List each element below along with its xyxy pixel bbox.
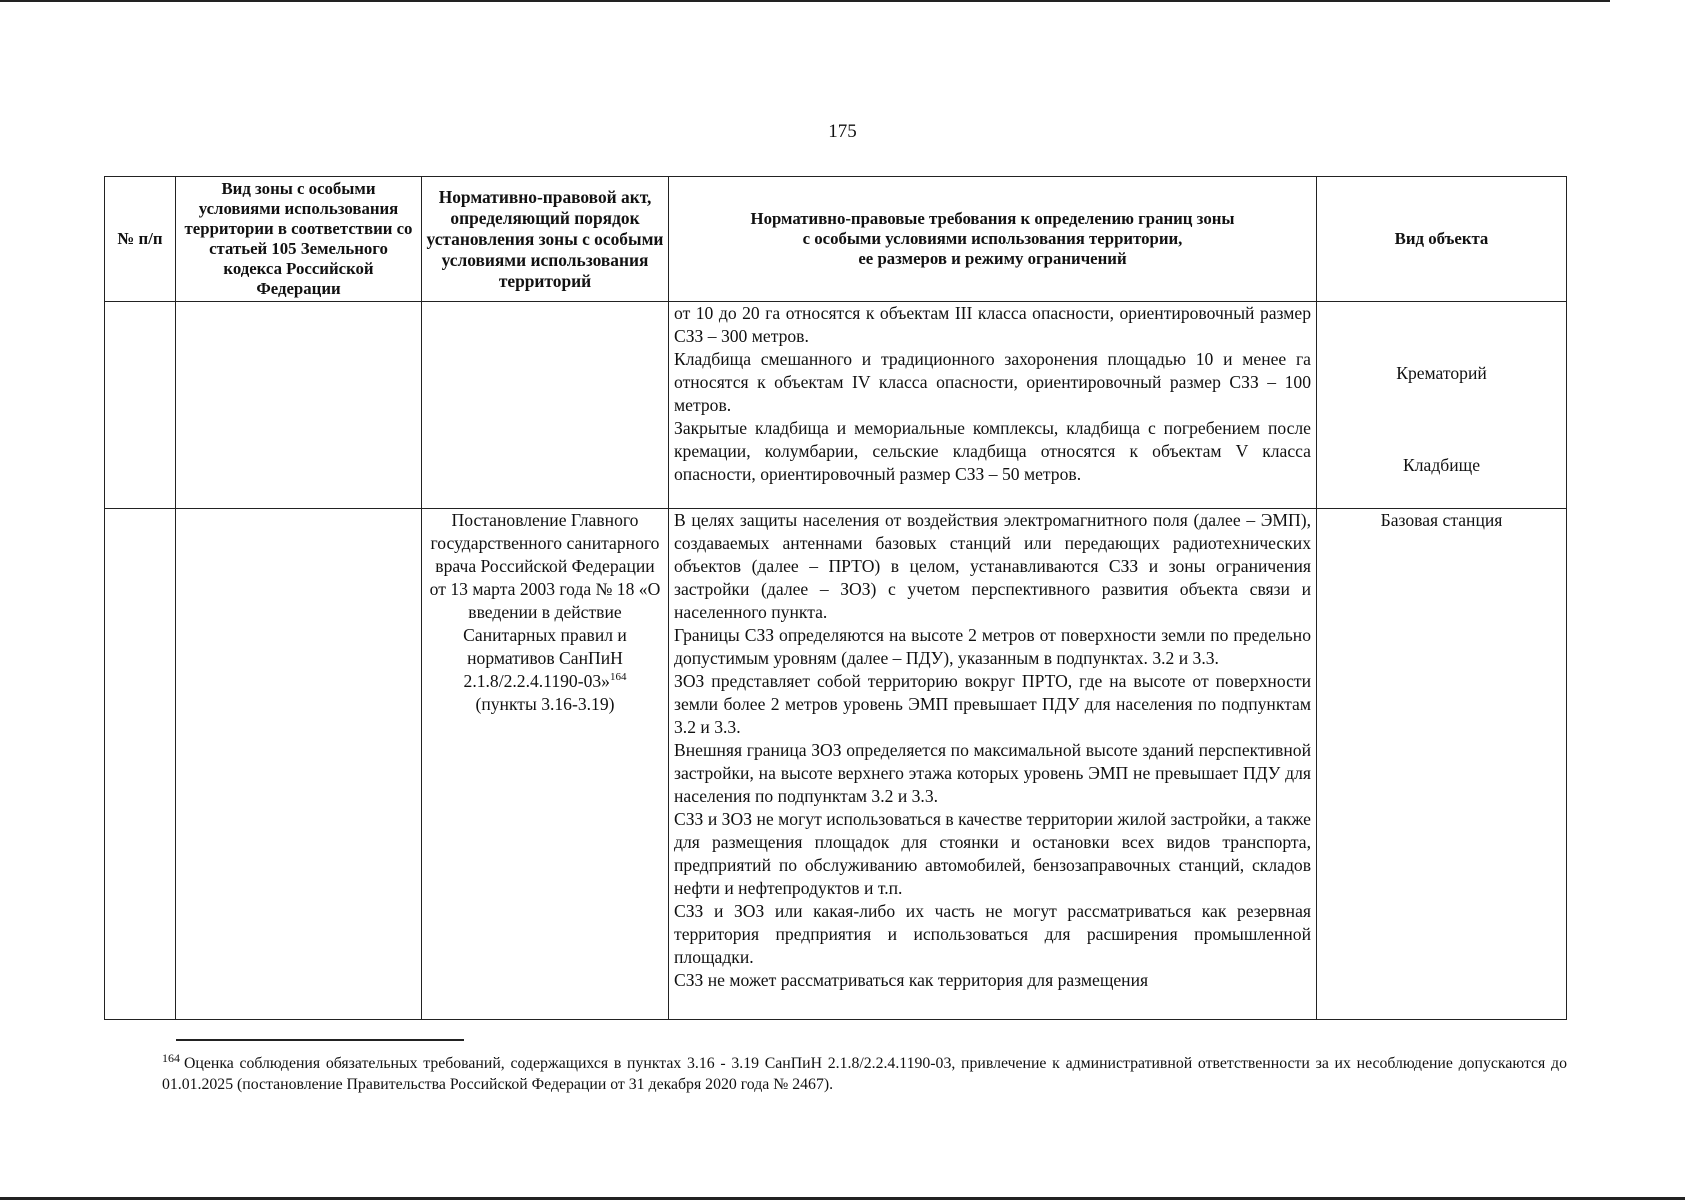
cell-legal-act bbox=[422, 302, 669, 509]
footnote bbox=[162, 1050, 1567, 1095]
header-zone-type: Вид зоны с особыми условиями использования территории в соответствии со статьей 105 Земельного кодекса Российской Федерации bbox=[176, 177, 422, 302]
table-row bbox=[105, 509, 1567, 1020]
header-requirements-line3: ее размеров и режиму ограничений bbox=[858, 249, 1127, 268]
regulation-table bbox=[104, 176, 1567, 1020]
table-header-row bbox=[105, 177, 1567, 302]
legal-act-points: (пункты 3.16-3.19) bbox=[475, 694, 615, 714]
requirement-paragraph: СЗЗ не может рассматриваться как территория для размещения bbox=[674, 970, 1149, 990]
footnote-number: 164 bbox=[162, 1050, 180, 1065]
header-requirements bbox=[669, 177, 1317, 302]
footnote-ref: 164 bbox=[609, 671, 627, 684]
header-legal-act: Нормативно-правовой акт, определяющий порядок установления зоны с особыми условиями использования территорий bbox=[422, 177, 669, 302]
page-number: 175 bbox=[828, 121, 857, 142]
header-num: № п/п bbox=[105, 177, 176, 302]
requirement-paragraph: СЗЗ и ЗОЗ или какая-либо их часть не могут рассматриваться как резервная территория предприятия и использоваться для расширения промышленной площадки. bbox=[674, 901, 1311, 967]
legal-act-title: Постановление Главного государственного санитарного врача Российской Федерации от 13 марта 2003 года № 18 «О введении в действие Санитарных правил и нормативов СанПиН 2.1.8/2.2.4.1190-03» bbox=[429, 510, 661, 691]
footnote-separator bbox=[176, 1039, 464, 1041]
object-cemetery: Кладбище bbox=[1403, 455, 1480, 475]
requirement-paragraph: Границы СЗЗ определяются на высоте 2 метров от поверхности земли по предельно допустимым уровням (далее – ПДУ), указанным в подпунктах. 3.2 и 3.3. bbox=[674, 625, 1311, 668]
requirement-paragraph: от 10 до 20 га относятся к объектам III класса опасности, ориентировочный размер СЗЗ – 300 метров. bbox=[674, 303, 1311, 346]
header-object-type: Вид объекта bbox=[1317, 177, 1567, 302]
requirement-paragraph: ЗОЗ представляет собой территорию вокруг ПРТО, где на высоте от поверхности земли более 2 метров уровень ЭМП превышает ПДУ для населения по подпунктам 3.2 и 3.3. bbox=[674, 671, 1311, 737]
requirement-paragraph: Кладбища смешанного и традиционного захоронения площадью 10 и менее га относятся к объектам IV класса опасности, ориентировочный размер СЗЗ – 100 метров. bbox=[674, 349, 1311, 415]
requirement-paragraph: СЗЗ и ЗОЗ не могут использоваться в качестве территории жилой застройки, а также для размещения площадок для стоянки и остановки всех видов транспорта, предприятий по обслуживанию автомобилей, бензозаправочных станций, складов нефти и нефтепродуктов и т.п. bbox=[674, 809, 1311, 898]
cell-requirements bbox=[669, 509, 1317, 1020]
cell-zone-type bbox=[176, 509, 422, 1020]
cell-requirements bbox=[669, 302, 1317, 509]
header-requirements-line2: с особыми условиями использования территории, bbox=[802, 229, 1183, 248]
object-crematorium: Крематорий bbox=[1396, 363, 1487, 383]
top-scan-edge bbox=[0, 0, 1610, 2]
cell-legal-act bbox=[422, 509, 669, 1020]
table-row bbox=[105, 302, 1567, 509]
cell-num bbox=[105, 509, 176, 1020]
cell-object-type bbox=[1317, 302, 1567, 509]
cell-num bbox=[105, 302, 176, 509]
cell-object-type bbox=[1317, 509, 1567, 1020]
cell-zone-type bbox=[176, 302, 422, 509]
footnote-text: Оценка соблюдения обязательных требований, содержащихся в пунктах 3.16 - 3.19 СанПиН 2.1.8/2.2.4.1190-03, привлечение к административной ответственности за их несоблюдение допускаются до 01.01.2025 (постановление Правительства Российской Федерации от 31 декабря 2020 года № 2467). bbox=[162, 1055, 1567, 1093]
requirement-paragraph: Закрытые кладбища и мемориальные комплексы, кладбища с погребением после кремации, колумбарии, сельские кладбища относятся к объектам V класса опасности, ориентировочный размер СЗЗ – 50 метров. bbox=[674, 418, 1311, 484]
header-requirements-line1: Нормативно-правовые требования к определению границ зоны bbox=[750, 209, 1235, 228]
requirement-paragraph: В целях защиты населения от воздействия электромагнитного поля (далее – ЭМП), создаваемых антеннами базовых станций или передающих радиотехнических объектов (далее – ПРТО) в целом, устанавливаются СЗЗ и зоны ограничения застройки (далее – ЗОЗ) с учетом перспективного развития объекта связи и населенного пункта. bbox=[674, 510, 1311, 622]
object-base-station: Базовая станция bbox=[1380, 510, 1503, 530]
requirement-paragraph: Внешняя граница ЗОЗ определяется по максимальной высоте зданий перспективной застройки, на высоте верхнего этажа которых уровень ЭМП не превышает ПДУ для населения по подпунктам 3.2 и 3.3. bbox=[674, 740, 1311, 806]
